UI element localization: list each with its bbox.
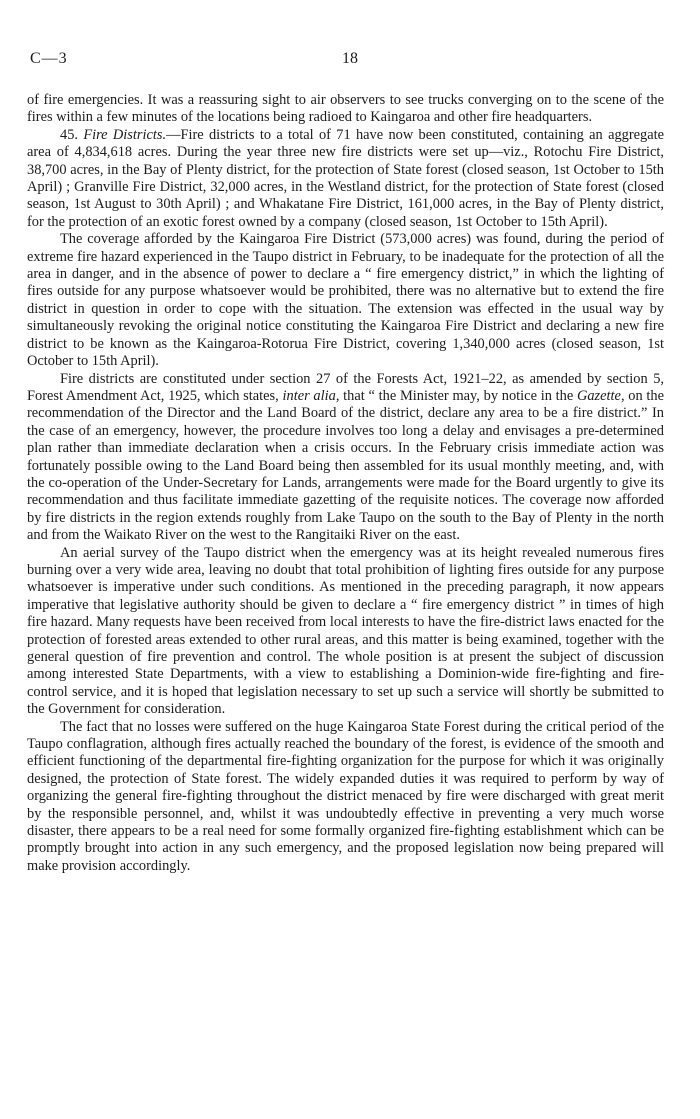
paragraph-kaingaroa-coverage <box>27 231 664 370</box>
paragraph-aerial-survey <box>27 545 664 719</box>
paragraph-fire-districts <box>27 127 664 231</box>
page-number: 18 <box>342 50 358 67</box>
paragraph-text: Fire districts are constituted under section 27 of the Forests Act, 1921–22, as amended by section 5, Forest Amendment Act, 1925, which states, <box>27 370 664 404</box>
italic-term: Gazette <box>576 387 621 404</box>
body-text <box>27 92 664 875</box>
document-reference: C—3 <box>30 50 68 67</box>
paragraph-text: , on the recommendation of the Director and the Land Board of the district, declare any area to be a fire district.” In the case of an emergency, however, the procedure involves too long a delay and envisages a pre-determined plan rather than immediate declaration when a crisis occurs. In the February crisis immediate action was fortunately possible owing to the Land Board being then assembled for its usual monthly meeting, and, with the co-operation of the Under-Secretary for Lands, arrangements were made for the Board urgently to give its recommendation and thus facilitate immediate gazetting of the requisite notices. The coverage now afforded by fire districts in the region extends roughly from Lake Taupo on the south to the Bay of Plenty in the north and from the Waikato River on the west to the Rangitaiki River on the east. <box>27 387 664 544</box>
italic-term: inter alia <box>282 387 336 404</box>
paragraph-text: The coverage afforded by the Kaingaroa Fire District (573,000 acres) was found, during the period of extreme fire hazard experienced in the Taupo district in February, to be inadequate for the protection of all the area in danger, and in the absence of power to declare a “ fire emergency district,” in which the lighting of fires outside for any purpose whatsoever would be prohibited, there was no alternative but to extend the fire district in question in order to cope with the situation. The extension was effected in the usual way by simultaneously revoking the original notice constituting the Kaingaroa Fire District and declaring a new fire district to be known as the Kaingaroa-Rotorua Fire District, covering 1,340,000 acres (closed season, 1st October to 15th April). <box>27 231 664 370</box>
paragraph-text: , that “ the Minister may, by notice in the <box>335 387 577 404</box>
paragraph-text: —Fire districts to a total of 71 have now been constituted, containing an aggregate area of 4,834,618 acres. During the year three new fire districts were set up—viz., Rotochu Fire District, 38,700 acres, in the Bay of Plenty district, for the protection of State forest (closed season, 1st October to 15th April) ; Granville Fire District, 32,000 acres, in the Westland district, for the protection of State forest (closed season, 1st August to 30th April) ; and Whakatane Fire District, 161,000 acres, in the Bay of Plenty district, for the protection of an exotic forest owned by a company (closed season, 1st October to 15th April). <box>27 126 664 230</box>
paragraph-continued <box>27 92 664 127</box>
page-header <box>30 50 670 72</box>
paragraph-text: of fire emergencies. It was a reassuring sight to air observers to see trucks converging on to the scene of the fires within a few minutes of the locations being radioed to Kaingaroa and other fire headquarters. <box>27 92 664 126</box>
paragraph-kaingaroa-state-forest <box>27 719 664 876</box>
paragraph-forests-act <box>27 371 664 545</box>
section-heading: Fire Districts. <box>83 126 167 143</box>
paragraph-text: The fact that no losses were suffered on the huge Kaingaroa State Forest during the critical period of the Taupo conflagration, although fires actually reached the boundary of the forest, is evidence of the smooth and efficient functioning of the departmental fire-fighting organization for the purpose for which it was originally designed, the protection of State forest. The widely expanded duties it was required to perform by way of organizing the general fire-fighting throughout the district menaced by fire were discharged with great merit by the responsible personnel, and, whilst it was undoubtedly effective in preventing a very much worse disaster, there appears to be a real need for some formally organized fire-fighting establishment which can be promptly brought into action in any such emergency, and the proposed legislation now being prepared will make provision accordingly. <box>27 718 664 874</box>
section-number: 45. <box>60 126 78 143</box>
paragraph-text: An aerial survey of the Taupo district when the emergency was at its height revealed numerous fires burning over a very wide area, leaving no doubt that total prohibition of lighting fires outside for any purpose whatsoever is imperative under such conditions. As mentioned in the preceding paragraph, it now appears imperative that legislative authority should be given to declare a “ fire emergency district ” in times of high fire hazard. Many requests have been received from local interests to have the fire-district laws enacted for the protection of forested areas extended to other rural areas, and this matter is being examined, together with the general question of fire prevention and control. The whole position is at present the subject of discussion among interested State Departments, with a view to establishing a Dominion-wide fire-fighting and fire-control service, and it is hoped that legislation necessary to set up such a service will shortly be submitted to the Government for consideration. <box>27 544 664 718</box>
